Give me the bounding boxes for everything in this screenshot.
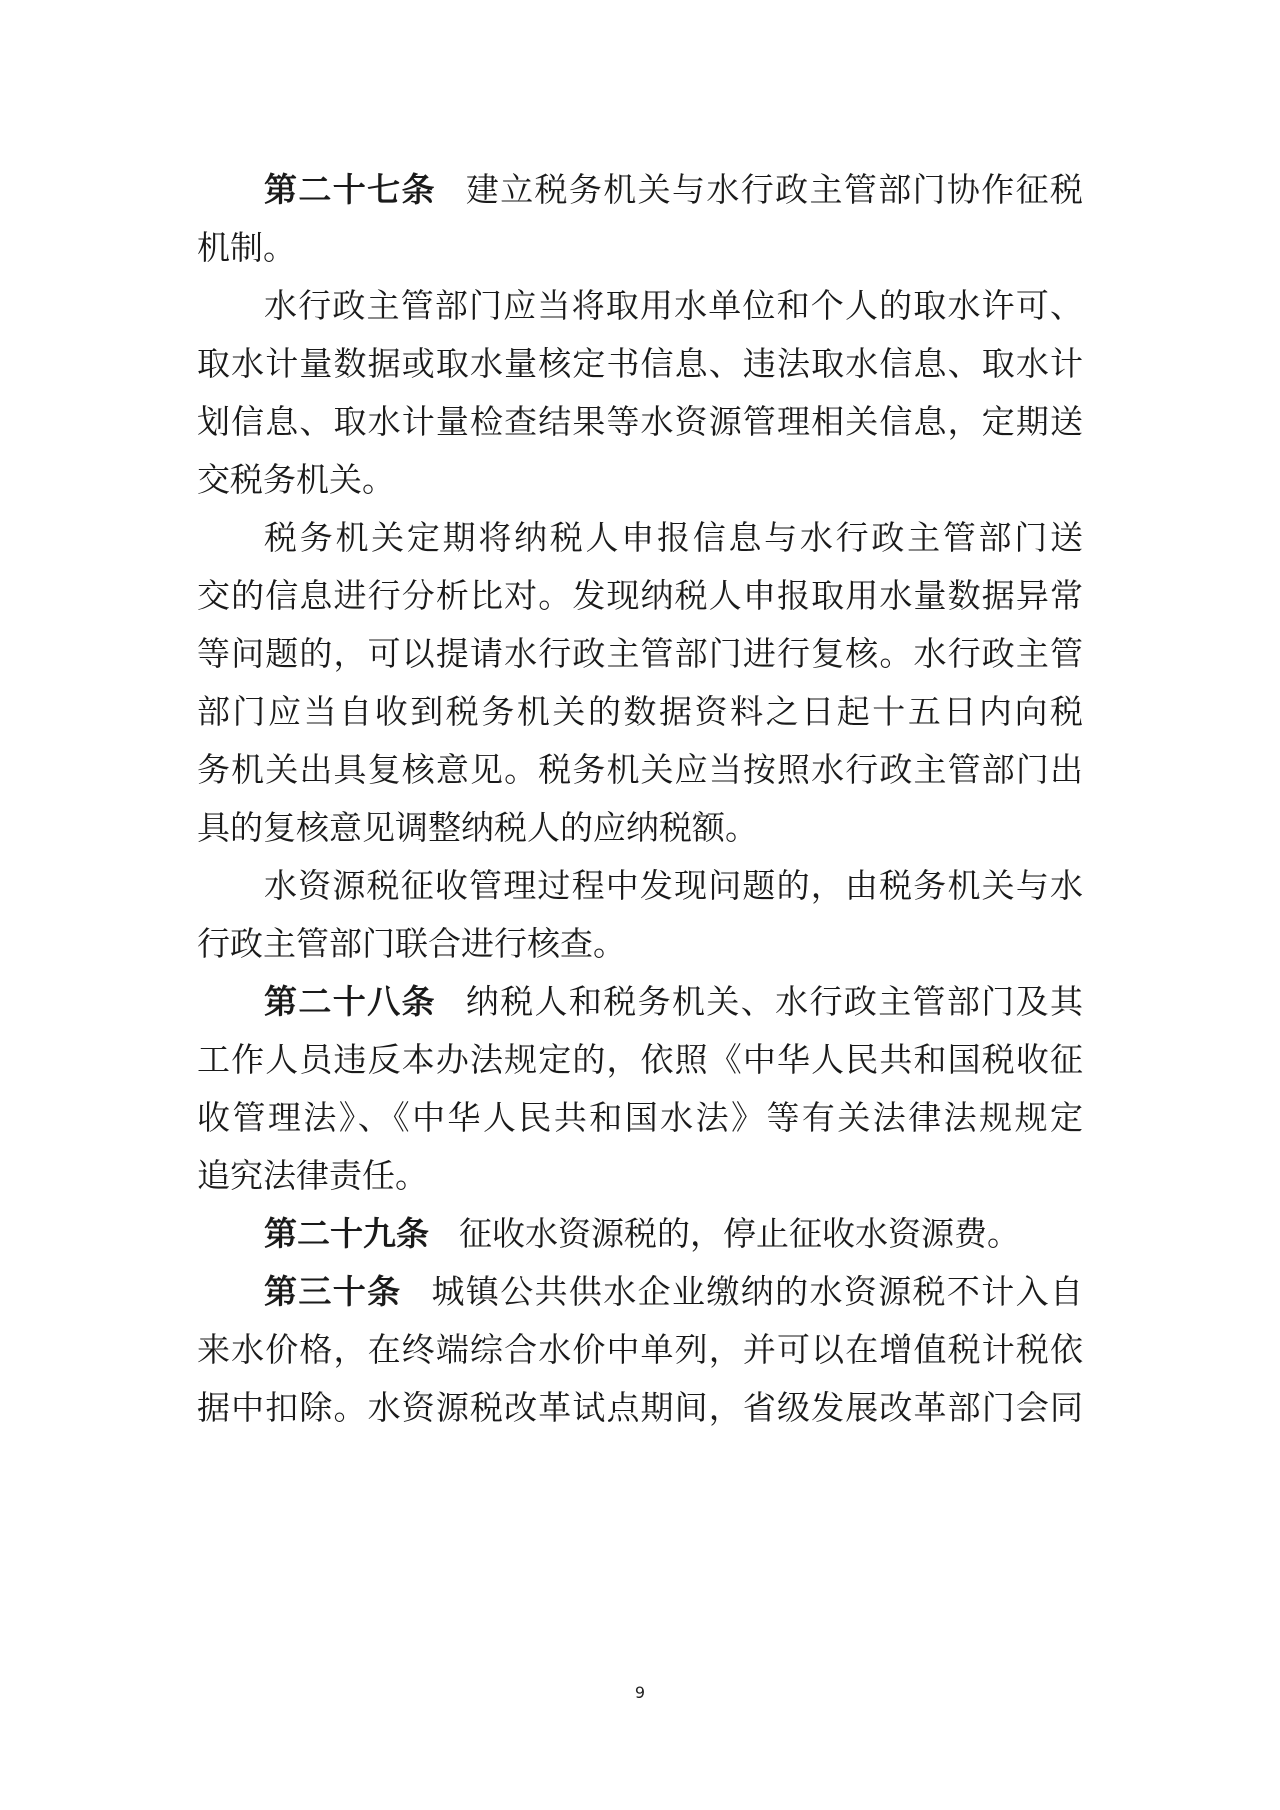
para-27-1-line-4: 交税务机关。	[197, 460, 395, 499]
para-27-3-line-2: 行政主管部门联合进行核查。	[197, 924, 626, 963]
article-27-line-2: 机制。	[197, 228, 296, 267]
para-27-2-line-2: 交的信息进行分析比对。发现纳税人申报取用水量数据异常	[197, 576, 1083, 615]
para-27-3-line-1: 水资源税征收管理过程中发现问题的，由税务机关与水	[264, 866, 1083, 905]
article-27-text: 建立税务机关与水行政主管部门协作征税	[465, 170, 1084, 209]
article-27-line-1	[264, 160, 1083, 220]
para-27-1-line-1: 水行政主管部门应当将取用水单位和个人的取水许可、	[264, 286, 1083, 325]
para-27-1-line-3: 划信息、取水计量检查结果等水资源管理相关信息，定期送	[197, 402, 1083, 441]
article-28-heading: 第二十八条	[264, 982, 436, 1021]
article-28-line-2: 工作人员违反本办法规定的，依照《中华人民共和国税收征	[197, 1040, 1083, 1079]
para-27-2-line-3: 等问题的，可以提请水行政主管部门进行复核。水行政主管	[197, 634, 1083, 673]
article-28-text: 纳税人和税务机关、水行政主管部门及其	[465, 982, 1084, 1021]
para-27-2-line-6: 具的复核意见调整纳税人的应纳税额。	[197, 808, 758, 847]
article-28-line-4: 追究法律责任。	[197, 1156, 428, 1195]
page-number: 9	[634, 1683, 646, 1702]
article-28-line-1	[264, 972, 1083, 1032]
article-28-line-3: 收管理法》、《中华人民共和国水法》等有关法律法规规定	[197, 1098, 1083, 1137]
article-30-line-3: 据中扣除。水资源税改革试点期间，省级发展改革部门会同	[197, 1388, 1083, 1427]
article-30-text: 城镇公共供水企业缴纳的水资源税不计入自	[431, 1272, 1084, 1311]
article-30-line-1	[264, 1262, 1083, 1322]
article-29-text: 征收水资源税的，停止征收水资源费。	[459, 1214, 1020, 1253]
para-27-1-line-2: 取水计量数据或取水量核定书信息、违法取水信息、取水计	[197, 344, 1083, 383]
article-27-heading: 第二十七条	[264, 170, 436, 209]
article-30-heading: 第三十条	[264, 1272, 402, 1311]
article-29-line-1	[264, 1204, 1083, 1264]
para-27-2-line-5: 务机关出具复核意见。税务机关应当按照水行政主管部门出	[197, 750, 1083, 789]
article-29-heading: 第二十九条	[264, 1214, 429, 1253]
para-27-2-line-1: 税务机关定期将纳税人申报信息与水行政主管部门送	[264, 518, 1083, 557]
article-30-line-2: 来水价格，在终端综合水价中单列，并可以在增值税计税依	[197, 1330, 1083, 1369]
para-27-2-line-4: 部门应当自收到税务机关的数据资料之日起十五日内向税	[197, 692, 1083, 731]
